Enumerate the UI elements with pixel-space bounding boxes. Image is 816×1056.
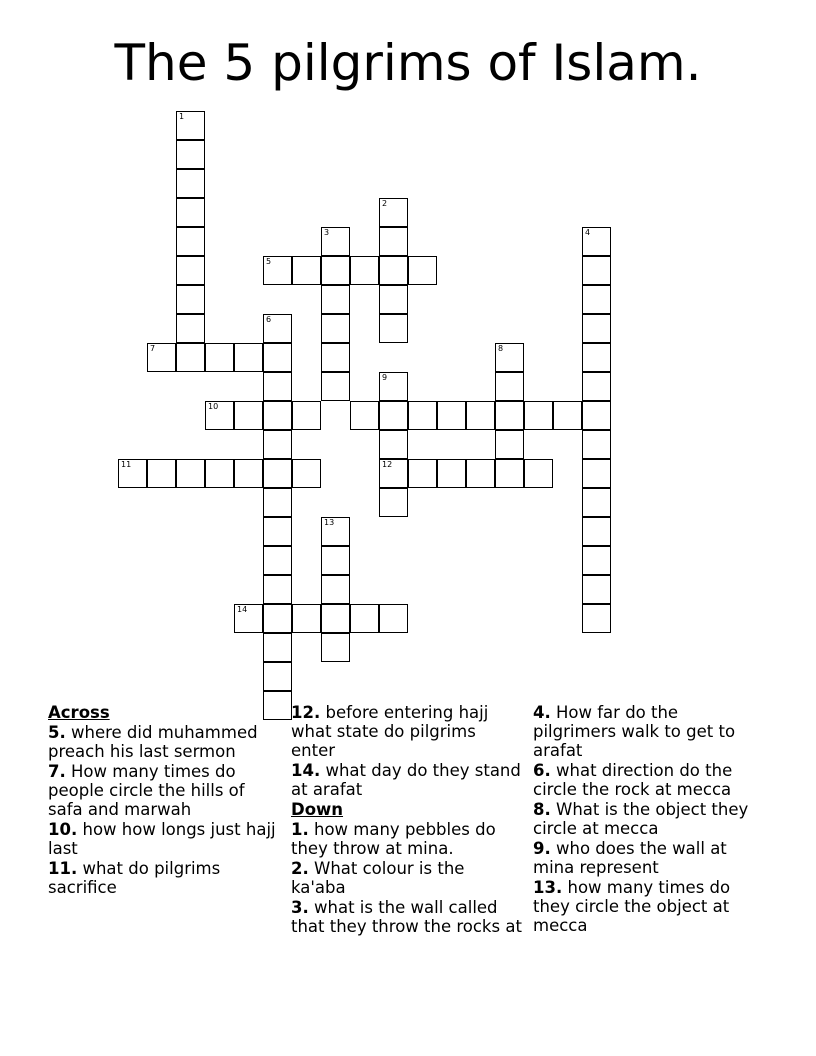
grid-cell[interactable] bbox=[292, 459, 321, 488]
grid-cell[interactable] bbox=[582, 285, 611, 314]
grid-cell[interactable] bbox=[582, 343, 611, 372]
grid-cell[interactable] bbox=[321, 517, 350, 546]
grid-cell[interactable] bbox=[495, 343, 524, 372]
grid-cell[interactable] bbox=[350, 604, 379, 633]
clue-item-number: 10. bbox=[48, 820, 78, 839]
grid-cell[interactable] bbox=[263, 633, 292, 662]
clue-item bbox=[48, 820, 280, 858]
grid-cell[interactable] bbox=[466, 401, 495, 430]
clue-item bbox=[533, 703, 765, 760]
clue-number: 7 bbox=[150, 344, 156, 353]
clue-number: 1 bbox=[179, 112, 185, 121]
grid-cell[interactable] bbox=[176, 343, 205, 372]
clue-item-text: before entering hajj what state do pilgrims enter bbox=[291, 703, 489, 760]
grid-cell[interactable] bbox=[234, 459, 263, 488]
grid-cell[interactable] bbox=[321, 314, 350, 343]
grid-cell[interactable] bbox=[263, 256, 292, 285]
grid-cell[interactable] bbox=[205, 459, 234, 488]
clue-item bbox=[533, 800, 765, 838]
grid-cell[interactable] bbox=[176, 256, 205, 285]
grid-cell[interactable] bbox=[582, 604, 611, 633]
clue-item-text: what day do they stand at arafat bbox=[291, 761, 521, 799]
grid-cell[interactable] bbox=[379, 459, 408, 488]
clue-item bbox=[533, 839, 765, 877]
clue-item-number: 1. bbox=[291, 820, 309, 839]
grid-cell[interactable] bbox=[118, 459, 147, 488]
grid-cell[interactable] bbox=[408, 256, 437, 285]
clue-item-number: 12. bbox=[291, 703, 321, 722]
grid-cell[interactable] bbox=[234, 343, 263, 372]
clue-item bbox=[533, 878, 765, 935]
grid-cell[interactable] bbox=[379, 227, 408, 256]
clue-item-text: how how longs just hajj last bbox=[48, 820, 276, 858]
clue-item-text: who does the wall at mina represent bbox=[533, 839, 727, 877]
clue-item-number: 5. bbox=[48, 723, 66, 742]
clue-item-number: 4. bbox=[533, 703, 551, 722]
clue-number: 6 bbox=[266, 315, 272, 324]
clue-number: 14 bbox=[237, 605, 248, 614]
grid-cell[interactable] bbox=[582, 575, 611, 604]
grid-cell[interactable] bbox=[263, 401, 292, 430]
puzzle-title: The 5 pilgrims of Islam. bbox=[114, 34, 702, 92]
clue-item bbox=[48, 762, 280, 819]
grid-cell[interactable] bbox=[321, 575, 350, 604]
grid-cell[interactable] bbox=[292, 401, 321, 430]
grid-cell[interactable] bbox=[379, 198, 408, 227]
grid-cell[interactable] bbox=[466, 459, 495, 488]
grid-cell[interactable] bbox=[263, 430, 292, 459]
grid-cell[interactable] bbox=[582, 227, 611, 256]
grid-cell[interactable] bbox=[495, 401, 524, 430]
grid-cell[interactable] bbox=[379, 256, 408, 285]
clue-number: 3 bbox=[324, 228, 330, 237]
clues-column-3 bbox=[533, 702, 765, 935]
grid-cell[interactable] bbox=[321, 633, 350, 662]
clue-item bbox=[291, 898, 523, 936]
grid-cell[interactable] bbox=[321, 343, 350, 372]
grid-cell[interactable] bbox=[582, 488, 611, 517]
clue-number: 11 bbox=[121, 460, 132, 469]
grid-cell[interactable] bbox=[321, 604, 350, 633]
grid-cell[interactable] bbox=[495, 372, 524, 401]
clue-item-text: How many times do people circle the hills of safa and marwah bbox=[48, 762, 245, 819]
grid-cell[interactable] bbox=[582, 430, 611, 459]
grid-cell[interactable] bbox=[176, 459, 205, 488]
grid-cell[interactable] bbox=[379, 314, 408, 343]
grid-cell[interactable] bbox=[321, 546, 350, 575]
clue-item-text: what direction do the circle the rock at mecca bbox=[533, 761, 733, 799]
grid-cell[interactable] bbox=[524, 401, 553, 430]
grid-cell[interactable] bbox=[263, 517, 292, 546]
grid-cell[interactable] bbox=[263, 314, 292, 343]
clue-item-text: what is the wall called that they throw the rocks at bbox=[291, 898, 522, 936]
clue-number: 13 bbox=[324, 518, 335, 527]
grid-cell[interactable] bbox=[379, 401, 408, 430]
clue-item-text: What colour is the ka'aba bbox=[291, 859, 465, 897]
grid-cell[interactable] bbox=[234, 604, 263, 633]
clue-item-number: 7. bbox=[48, 762, 66, 781]
clue-item-number: 11. bbox=[48, 859, 78, 878]
grid-cell[interactable] bbox=[582, 372, 611, 401]
clue-item-number: 9. bbox=[533, 839, 551, 858]
clue-number: 9 bbox=[382, 373, 388, 382]
grid-cell[interactable] bbox=[582, 401, 611, 430]
grid-cell[interactable] bbox=[582, 256, 611, 285]
grid-cell[interactable] bbox=[321, 285, 350, 314]
clue-item-text: how many times do they circle the object at mecca bbox=[533, 878, 731, 935]
grid-cell[interactable] bbox=[524, 459, 553, 488]
grid-cell[interactable] bbox=[408, 459, 437, 488]
grid-cell[interactable] bbox=[234, 401, 263, 430]
clue-item-number: 2. bbox=[291, 859, 309, 878]
grid-cell[interactable] bbox=[205, 343, 234, 372]
grid-cell[interactable] bbox=[553, 401, 582, 430]
clue-item-number: 8. bbox=[533, 800, 551, 819]
grid-cell[interactable] bbox=[495, 459, 524, 488]
clue-item bbox=[48, 859, 280, 897]
grid-cell[interactable] bbox=[147, 459, 176, 488]
clue-item-number: 13. bbox=[533, 878, 563, 897]
clue-item-text: how many pebbles do they throw at mina. bbox=[291, 820, 496, 858]
clue-item bbox=[291, 703, 523, 760]
clue-number: 2 bbox=[382, 199, 388, 208]
grid-cell[interactable] bbox=[176, 227, 205, 256]
grid-cell[interactable] bbox=[263, 662, 292, 691]
grid-cell[interactable] bbox=[176, 111, 205, 140]
grid-cell[interactable] bbox=[350, 256, 379, 285]
grid-cell[interactable] bbox=[379, 604, 408, 633]
grid-cell[interactable] bbox=[437, 401, 466, 430]
clue-number: 4 bbox=[585, 228, 591, 237]
clue-item bbox=[533, 761, 765, 799]
grid-cell[interactable] bbox=[292, 604, 321, 633]
grid-cell[interactable] bbox=[176, 314, 205, 343]
grid-cell[interactable] bbox=[379, 372, 408, 401]
clue-number: 5 bbox=[266, 257, 272, 266]
grid-cell[interactable] bbox=[205, 401, 234, 430]
grid-cell[interactable] bbox=[176, 285, 205, 314]
clues-column-2 bbox=[291, 702, 523, 936]
grid-cell[interactable] bbox=[379, 285, 408, 314]
grid-cell[interactable] bbox=[379, 430, 408, 459]
grid-cell[interactable] bbox=[147, 343, 176, 372]
grid-cell[interactable] bbox=[379, 488, 408, 517]
grid-cell[interactable] bbox=[263, 604, 292, 633]
clue-item-text: what do pilgrims sacrifice bbox=[48, 859, 221, 897]
grid-cell[interactable] bbox=[263, 459, 292, 488]
grid-cell[interactable] bbox=[582, 546, 611, 575]
clue-item bbox=[291, 761, 523, 799]
grid-cell[interactable] bbox=[263, 372, 292, 401]
grid-cell[interactable] bbox=[350, 401, 379, 430]
clue-item-text: What is the object they circle at mecca bbox=[533, 800, 749, 838]
grid-cell[interactable] bbox=[176, 140, 205, 169]
grid-cell[interactable] bbox=[321, 372, 350, 401]
clue-item-number: 6. bbox=[533, 761, 551, 780]
grid-cell[interactable] bbox=[408, 401, 437, 430]
grid-cell[interactable] bbox=[176, 169, 205, 198]
grid-cell[interactable] bbox=[437, 459, 466, 488]
clue-number: 12 bbox=[382, 460, 393, 469]
grid-cell[interactable] bbox=[582, 459, 611, 488]
clue-item-number: 14. bbox=[291, 761, 321, 780]
clues-column-1 bbox=[48, 702, 280, 897]
clue-heading: Across bbox=[48, 703, 110, 722]
clue-number: 8 bbox=[498, 344, 504, 353]
grid-cell[interactable] bbox=[263, 575, 292, 604]
grid-cell[interactable] bbox=[263, 488, 292, 517]
clue-item-text: where did muhammed preach his last sermon bbox=[48, 723, 258, 761]
grid-cell[interactable] bbox=[263, 546, 292, 575]
grid-cell[interactable] bbox=[582, 517, 611, 546]
clue-item-number: 3. bbox=[291, 898, 309, 917]
grid-cell[interactable] bbox=[321, 227, 350, 256]
grid-cell[interactable] bbox=[292, 256, 321, 285]
grid-cell[interactable] bbox=[582, 314, 611, 343]
clue-item bbox=[291, 859, 523, 897]
grid-cell[interactable] bbox=[495, 430, 524, 459]
clue-item bbox=[48, 723, 280, 761]
clue-item bbox=[291, 820, 523, 858]
clue-number: 10 bbox=[208, 402, 219, 411]
grid-cell[interactable] bbox=[321, 256, 350, 285]
clue-heading: Down bbox=[291, 800, 344, 819]
grid-cell[interactable] bbox=[263, 343, 292, 372]
clue-item-text: How far do the pilgrimers walk to get to arafat bbox=[533, 703, 736, 760]
grid-cell[interactable] bbox=[176, 198, 205, 227]
